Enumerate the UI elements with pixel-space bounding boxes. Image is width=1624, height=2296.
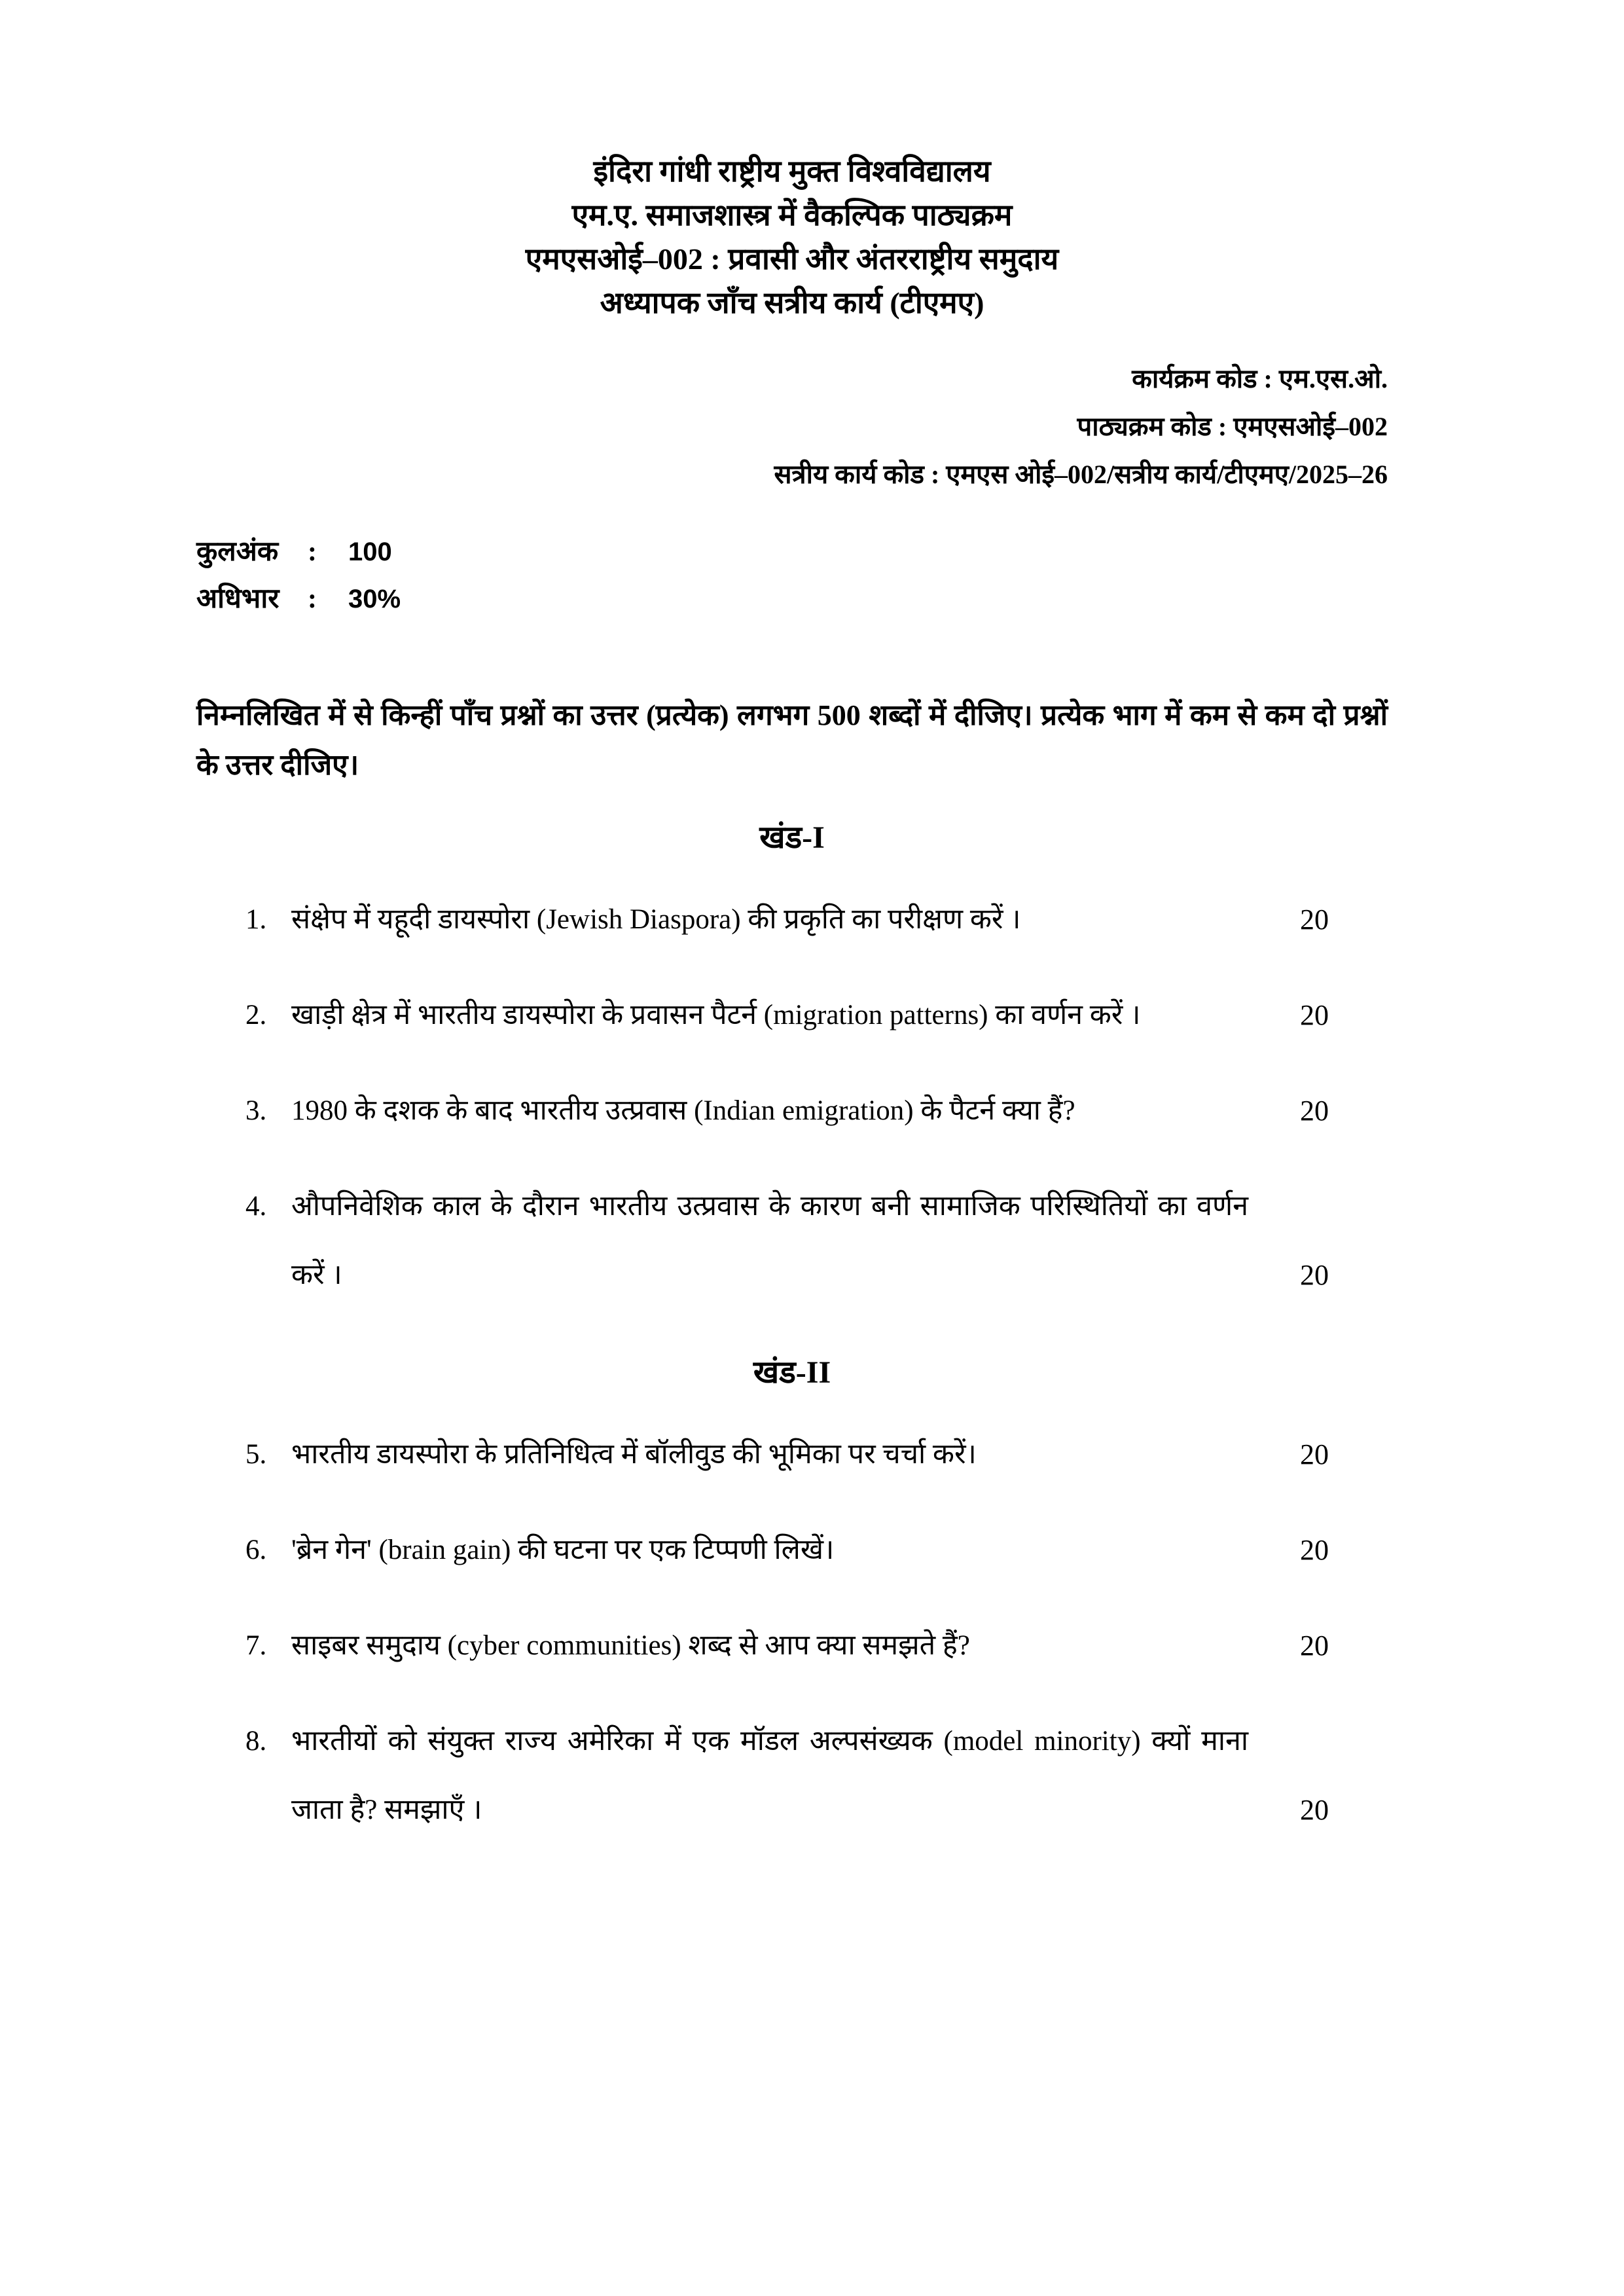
university-title-block (196, 149, 1388, 325)
section-2 (196, 1353, 1388, 1844)
question-row-5 (245, 1420, 1329, 1489)
question-text: साइबर समुदाय (cyber communities) शब्द से आप क्या समझते हैं? (291, 1630, 970, 1661)
code-block (196, 355, 1388, 498)
section-1 (196, 818, 1388, 1309)
assignment-type: अध्यापक जाँच सत्रीय कार्य (टीएमए) (600, 286, 984, 319)
question-number: 8. (245, 1726, 267, 1757)
question-text: भारतीय डायस्पोरा के प्रतिनिधित्व में बॉलीवुड की भूमिका पर चर्चा करें। (291, 1439, 977, 1470)
weightage-row (196, 575, 1388, 623)
section-1-questions (196, 885, 1388, 1309)
programme-code-line: कार्यक्रम कोड : एम.एस.ओ. (1132, 364, 1388, 393)
question-marks: 20 (1300, 1534, 1329, 1566)
question-row-1 (245, 885, 1329, 954)
total-marks-row (196, 528, 1388, 575)
question-marks: 20 (1300, 1095, 1329, 1127)
question-text: 1980 के दशक के बाद भारतीय उत्प्रवास (Indian emigration) के पैटर्न क्या हैं? (291, 1095, 1075, 1126)
question-text: भारतीयों को संयुक्त राज्य अमेरिका में एक मॉडल अल्पसंख्यक (model minority) क्यों माना जाता है? समझाएँ । (291, 1726, 1248, 1825)
course-name: एमएसओई–002 : प्रवासी और अंतरराष्ट्रीय समुदाय (525, 242, 1059, 276)
question-marks: 20 (1300, 999, 1329, 1031)
question-text: 'ब्रेन गेन' (brain gain) की घटना पर एक टिप्पणी लिखें। (291, 1535, 835, 1565)
general-instructions: निम्नलिखित में से किन्हीं पाँच प्रश्नों का उत्तर (प्रत्येक) लगभग 500 शब्दों में दीजिए। प्रत्येक भाग में कम से कम दो प्रश्नों के उत्तर दीजिए। (196, 699, 1388, 781)
section-2-heading: खंड-II (753, 1355, 831, 1390)
total-marks-separator: : (308, 537, 317, 567)
marks-info-block (196, 528, 1388, 623)
question-marks: 20 (1300, 1259, 1329, 1291)
weightage-value: 30% (348, 585, 401, 613)
university-name: इंदिरा गांधी राष्ट्रीय मुक्त विश्वविद्यालय (593, 155, 991, 188)
total-marks-value: 100 (348, 538, 392, 566)
question-row-7 (245, 1611, 1329, 1680)
question-number: 5. (245, 1439, 267, 1470)
question-text: संक्षेप में यहूदी डायस्पोरा (Jewish Diaspora) की प्रकृति का परीक्षण करें । (291, 904, 1021, 935)
question-row-8 (245, 1707, 1329, 1844)
assignment-code-line: सत्रीय कार्य कोड : एमएस ओई–002/सत्रीय कार्य/टीएमए/2025–26 (774, 460, 1388, 489)
weightage-separator: : (308, 584, 317, 614)
programme-name: एम.ए. समाजशास्त्र में वैकल्पिक पाठ्यक्रम (571, 198, 1013, 232)
section-1-heading: खंड-I (759, 820, 825, 855)
question-row-2 (245, 981, 1329, 1049)
total-marks-label: कुलअंक (196, 537, 279, 567)
question-row-3 (245, 1076, 1329, 1145)
question-marks: 20 (1300, 903, 1329, 936)
question-number: 6. (245, 1535, 267, 1565)
question-number: 1. (245, 904, 267, 935)
section-2-questions (196, 1420, 1388, 1844)
question-row-6 (245, 1516, 1329, 1584)
weightage-label: अधिभार (196, 584, 280, 614)
question-number: 7. (245, 1630, 267, 1661)
question-number: 2. (245, 1000, 267, 1030)
question-row-4 (245, 1172, 1329, 1309)
question-number: 4. (245, 1191, 267, 1222)
question-text: औपनिवेशिक काल के दौरान भारतीय उत्प्रवास के कारण बनी सामाजिक परिस्थितियों का वर्णन करें । (291, 1191, 1248, 1290)
question-marks: 20 (1300, 1438, 1329, 1470)
question-text: खाड़ी क्षेत्र में भारतीय डायस्पोरा के प्रवासन पैटर्न (migration patterns) का वर्णन करें । (291, 1000, 1141, 1030)
question-number: 3. (245, 1095, 267, 1126)
course-code-line: पाठ्यक्रम कोड : एमएसओई–002 (1077, 412, 1388, 441)
question-marks: 20 (1300, 1794, 1329, 1826)
question-marks: 20 (1300, 1630, 1329, 1662)
